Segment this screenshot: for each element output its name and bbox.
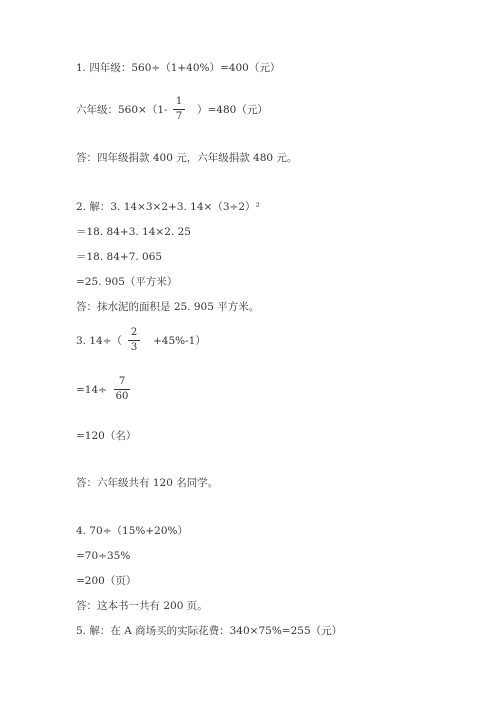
q1-fraction: [173, 96, 185, 123]
q2-answer: 答：抹水泥的面积是 25. 905 平方米。: [76, 301, 260, 313]
q1-line2-post: ）=480（元）: [197, 104, 268, 116]
q4-line2: =70÷35%: [76, 550, 131, 562]
fraction-bar: [114, 389, 130, 390]
fraction-bar: [128, 340, 140, 341]
q3-line1-post: +45%-1）: [153, 335, 206, 347]
q3-fraction-1: [128, 327, 140, 354]
q2-line3: ＝18. 84+7. 065: [76, 251, 163, 263]
q2-line4: =25. 905（平方米）: [76, 276, 178, 288]
q3-fraction-1-numerator: 2: [130, 327, 138, 338]
q5-line1: 5. 解：在 A 商场买的实际花费：340×75%=255（元）: [76, 625, 343, 637]
q1-fraction-denominator: 7: [175, 111, 183, 122]
q3-line3: =120（名）: [76, 430, 137, 442]
q3-fraction-2: [114, 376, 130, 403]
q1-line2-pre: 六年级：560×（1-: [76, 104, 168, 116]
q3-line1-pre: 3. 14÷（: [76, 335, 123, 347]
q2-line1: 2. 解：3. 14×3×2+3. 14×（3÷2）²: [76, 201, 260, 213]
q3-line2-pre: =14÷: [76, 384, 107, 396]
q3-fraction-2-numerator: 7: [118, 376, 126, 387]
q3-fraction-2-denominator: 60: [115, 391, 129, 402]
q2-line2: ＝18. 84+3. 14×2. 25: [76, 226, 191, 238]
q3-fraction-1-denominator: 3: [130, 342, 138, 353]
fraction-bar: [173, 109, 185, 110]
q1-line1: 1. 四年级：560÷（1+40%）=400（元）: [76, 62, 281, 74]
q4-line1: 4. 70÷（15%+20%）: [76, 525, 188, 537]
q1-answer: 答：四年级捐款 400 元，六年级捐款 480 元。: [76, 152, 298, 164]
q4-answer: 答：这本书一共有 200 页。: [76, 600, 208, 612]
q1-line2: [76, 103, 168, 117]
q4-line3: =200（页）: [76, 575, 137, 587]
q3-answer: 答：六年级共有 120 名同学。: [76, 477, 219, 489]
q1-fraction-numerator: 1: [175, 96, 183, 107]
